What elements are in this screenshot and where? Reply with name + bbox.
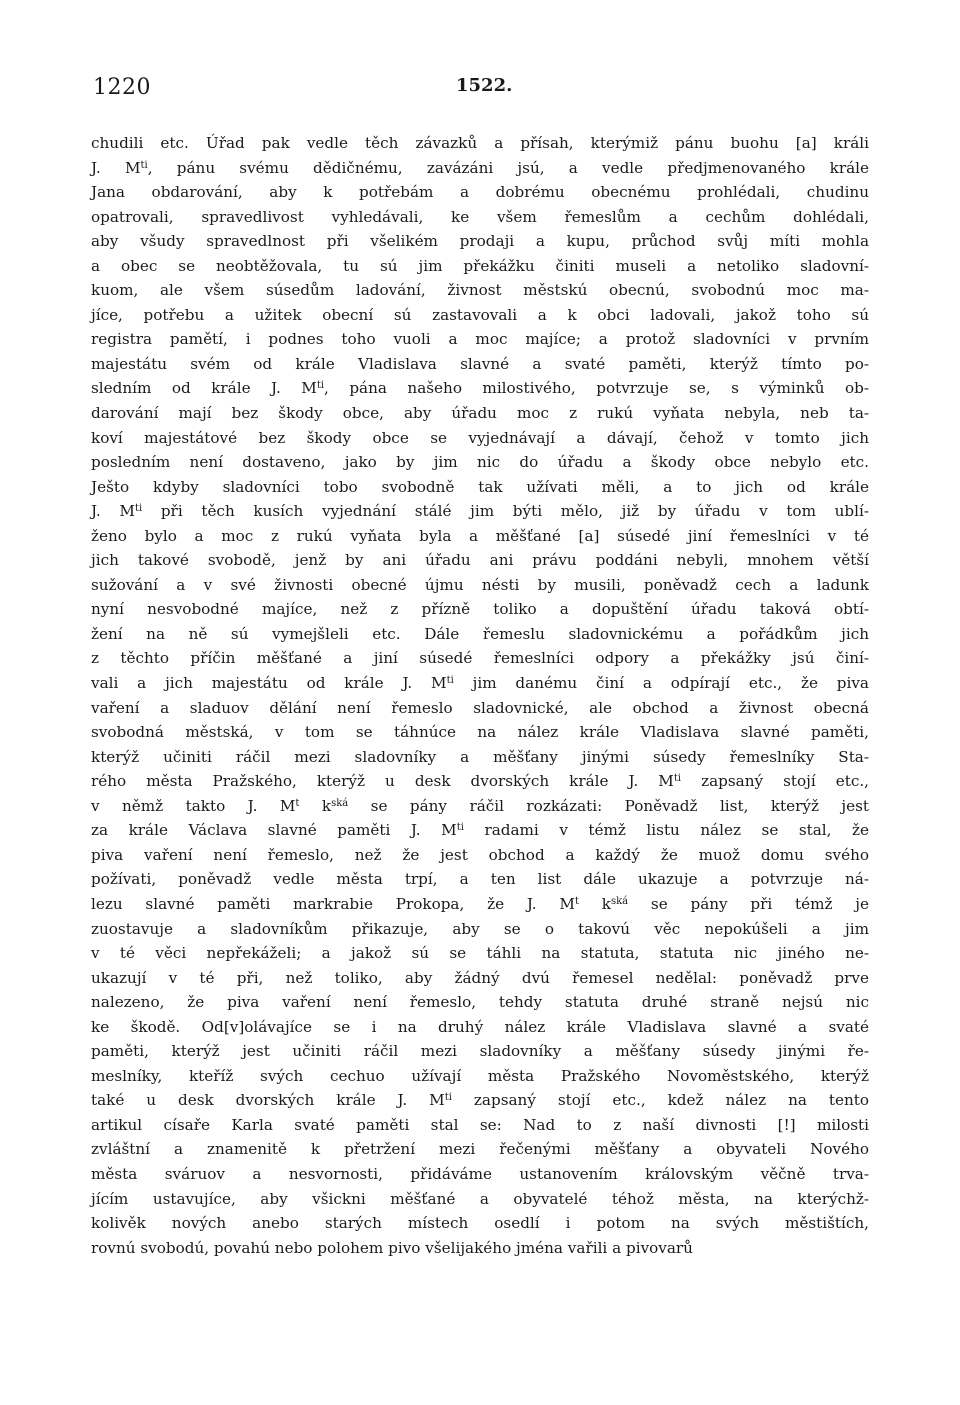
text-line [91,278,869,303]
text-line [91,867,869,892]
text-line [91,229,869,254]
text-line [91,205,869,230]
text-line [91,818,869,843]
text-line [91,1162,869,1187]
text-run: z těchto příčin měšťané a jiní súsedé řemeslníci odpory a překážky jsú činí- [91,649,869,668]
text-run: zvláštní a znamenitě k přetržení mezi řečenými měšťany a obyvateli Nového [91,1140,869,1159]
text-line [91,450,869,475]
text-run: radami v témž listu nález se stal, že [463,821,869,840]
superscript: ti [134,503,143,515]
text-line [91,1015,869,1040]
text-run: sužování a v své živnosti obecné újmu nésti by musili, poněvadž cech a ladunk [91,575,869,594]
text-run: kolivěk nových anebo starých místech osedlí i potom na svých městištích, [91,1214,869,1233]
text-line [91,352,869,377]
text-run: sledním od krále J. M [91,379,317,398]
body-text [91,131,869,1260]
superscript: t [574,895,579,907]
text-run: jich takové svobodě, jenž by ani úřadu ani právu poddáni nebyli, mnohem větší [91,551,869,570]
text-run: v té věci nepřekáželi; a jakož sú se táhli na statuta, statuta nic jiného ne- [91,944,869,963]
text-line [91,843,869,868]
text-run: žení na ně sú vymejšleli etc. Dále řemeslu sladovnickému a pořádkům jich [91,624,869,643]
text-run: artikul císaře Karla svaté paměti stal se: Nad to z naší divnosti [!] milosti [91,1115,869,1134]
text-line [91,1187,869,1212]
text-line [91,769,869,794]
text-run: nyní nesvobodné majíce, než z přízně toliko a dopuštění úřadu taková obtí- [91,600,869,619]
text-line [91,303,869,328]
text-run: nalezeno, že piva vaření není řemeslo, tehdy statuta druhé straně nejsú nic [91,993,869,1012]
text-run: J. M [91,158,141,177]
page-number: 1220 [93,75,151,100]
text-run: zuostavuje a sladovníkům přikazuje, aby se o takovú věc nepokúšeli a jim [91,919,869,938]
text-line [91,745,869,770]
text-run: při těch kusích vyjednání stálé jim býti mělo, již by úřadu v tom ublí- [142,502,869,521]
superscript: ti [446,675,454,687]
text-line [91,966,869,991]
text-run: ženo bylo a moc z rukú vyňata byla a měšťané [a] súsedé jiní řemeslníci v té [91,526,869,545]
superscript: ti [140,159,148,171]
text-line [91,524,869,549]
text-line [91,720,869,745]
text-run: k [299,796,332,815]
text-run: meslníky, kteříž svých cechuo užívají města Pražského Novoměstského, kterýž [91,1066,869,1085]
text-line [91,573,869,598]
text-run: lezu slavné paměti markrabie Prokopa, že J. M [91,894,575,913]
superscript: ti [673,773,682,785]
running-head-year: 1522. [456,75,513,96]
text-line [91,990,869,1015]
superscript: ti [444,1092,452,1104]
text-run: opatrovali, spravedlivost vyhledávali, ke všem řemeslům a cechům dohlédali, [91,207,869,226]
text-line [91,327,869,352]
text-run: města sváruov a nesvornosti, přidáváme ustanovením královským věčně trva- [91,1164,869,1183]
text-line [91,131,869,156]
text-line [91,622,869,647]
text-line [91,696,869,721]
superscript: ti [316,380,325,392]
text-run: k [578,894,611,913]
text-line [91,156,869,181]
text-line [91,254,869,279]
text-run: zapsaný stojí etc., kdež nález na tento [451,1091,869,1110]
text-run: registra pamětí, i podnes toho vuoli a moc majíce; a protož sladovníci v prvním [91,330,869,349]
superscript: ská [610,895,629,907]
superscript: ská [331,797,349,809]
text-run: a obec se neobtěžovala, tu sú jim překážku činiti museli a netoliko sladovní- [91,256,869,275]
text-run: Jana obdarování, aby k potřebám a dobrému obecnému prohlédali, chudinu [91,183,869,202]
text-run: kuom, ale všem súsedům ladování, živnost městskú obecnú, svobodnú moc ma- [91,281,869,300]
text-line [91,376,869,401]
text-run: Ješto kdyby sladovníci tobo svobodně tak užívati měli, a to jich od krále [91,477,869,496]
text-run: darování mají bez škody obce, aby úřadu moc z rukú vyňata nebyla, neb ta- [91,404,869,423]
text-run: paměti, kterýž jest učiniti ráčil mezi sladovníky a měšťany súsedy jinými ře- [91,1042,869,1061]
text-line [91,180,869,205]
text-run: chudili etc. Úřad pak vedle těch závazků a přísah, kterýmiž pánu buohu [a] králi [91,134,869,152]
text-line [91,1113,869,1138]
text-line [91,401,869,426]
text-line [91,426,869,451]
text-line [91,1236,869,1261]
text-line [91,917,869,942]
text-run: aby všudy spravedlnost při všelikém prodaji a kupu, průchod svůj míti mohla [91,232,869,251]
text-run: rovnú svobodú, povahú nebo polohem pivo všelijakého jména vařili a pivovarů [91,1238,693,1257]
text-run: J. M [91,502,135,521]
text-line [91,1211,869,1236]
text-run: kterýž učiniti ráčil mezi sladovníky a měšťany jinými súsedy řemeslníky Sta- [91,747,869,766]
text-run: , pánu svému dědičnému, zavázáni jsú, a vedle předjmenovaného krále [147,158,869,177]
text-line [91,1064,869,1089]
text-line [91,941,869,966]
text-run: v němž takto J. M [91,796,296,815]
text-run: se pány při témž je [628,894,870,913]
text-line [91,1039,869,1064]
text-line [91,671,869,696]
text-run: rého města Pražského, kterýž u desk dvorských krále J. M [91,772,674,791]
text-run: jim danému činí a odpírají etc., že piva [453,674,869,693]
text-run: jícím ustavujíce, aby všickni měšťané a obyvatelé téhož města, na kterýchž- [91,1189,869,1208]
text-run: jíce, potřebu a užitek obecní sú zastavovali a k obci ladovali, jakož toho sú [91,305,869,324]
superscript: ti [456,822,464,834]
text-line [91,892,869,917]
text-run: vali a jich majestátu od krále J. M [91,674,447,693]
text-line [91,1088,869,1113]
text-run: vaření a sladuov dělání není řemeslo sladovnické, ale obchod a živnost obecná [91,698,869,717]
text-run: majestátu svém od krále Vladislava slavné a svaté paměti, kterýž tímto po- [91,354,869,373]
text-run: ke škodě. Od[v]olávajíce se i na druhý nález krále Vladislava slavné a svaté [91,1017,869,1036]
text-line [91,548,869,573]
text-line [91,475,869,500]
text-run: za krále Václava slavné paměti J. M [91,821,457,840]
text-run: zapsaný stojí etc., [681,772,869,791]
text-line [91,794,869,819]
text-run: , pána našeho milostivého, potvrzuje se, s výminků ob- [324,379,869,398]
text-run: také u desk dvorských krále J. M [91,1091,445,1110]
text-run: piva vaření není řemeslo, než že jest obchod a každý že muož domu svého [91,845,869,864]
superscript: t [295,797,300,809]
text-run: se pány ráčil rozkázati: Poněvadž list, kterýž jest [348,796,869,815]
text-line [91,1137,869,1162]
text-line [91,597,869,622]
text-run: svobodná městská, v tom se táhnúce na nález krále Vladislava slavné paměti, [91,723,869,742]
text-run: požívati, poněvadž vedle města trpí, a ten list dále ukazuje a potvrzuje ná- [91,870,869,889]
text-line [91,646,869,671]
text-line [91,499,869,524]
text-run: ukazují v té při, než toliko, aby žádný dvú řemesel nedělal: poněvadž prve [91,968,869,987]
text-run: koví majestátové bez škody obce se vyjednávají a dávají, čehož v tomto jich [91,428,869,447]
text-run: posledním není dostaveno, jako by jim nic do úřadu a škody obce nebylo etc. [91,453,869,472]
